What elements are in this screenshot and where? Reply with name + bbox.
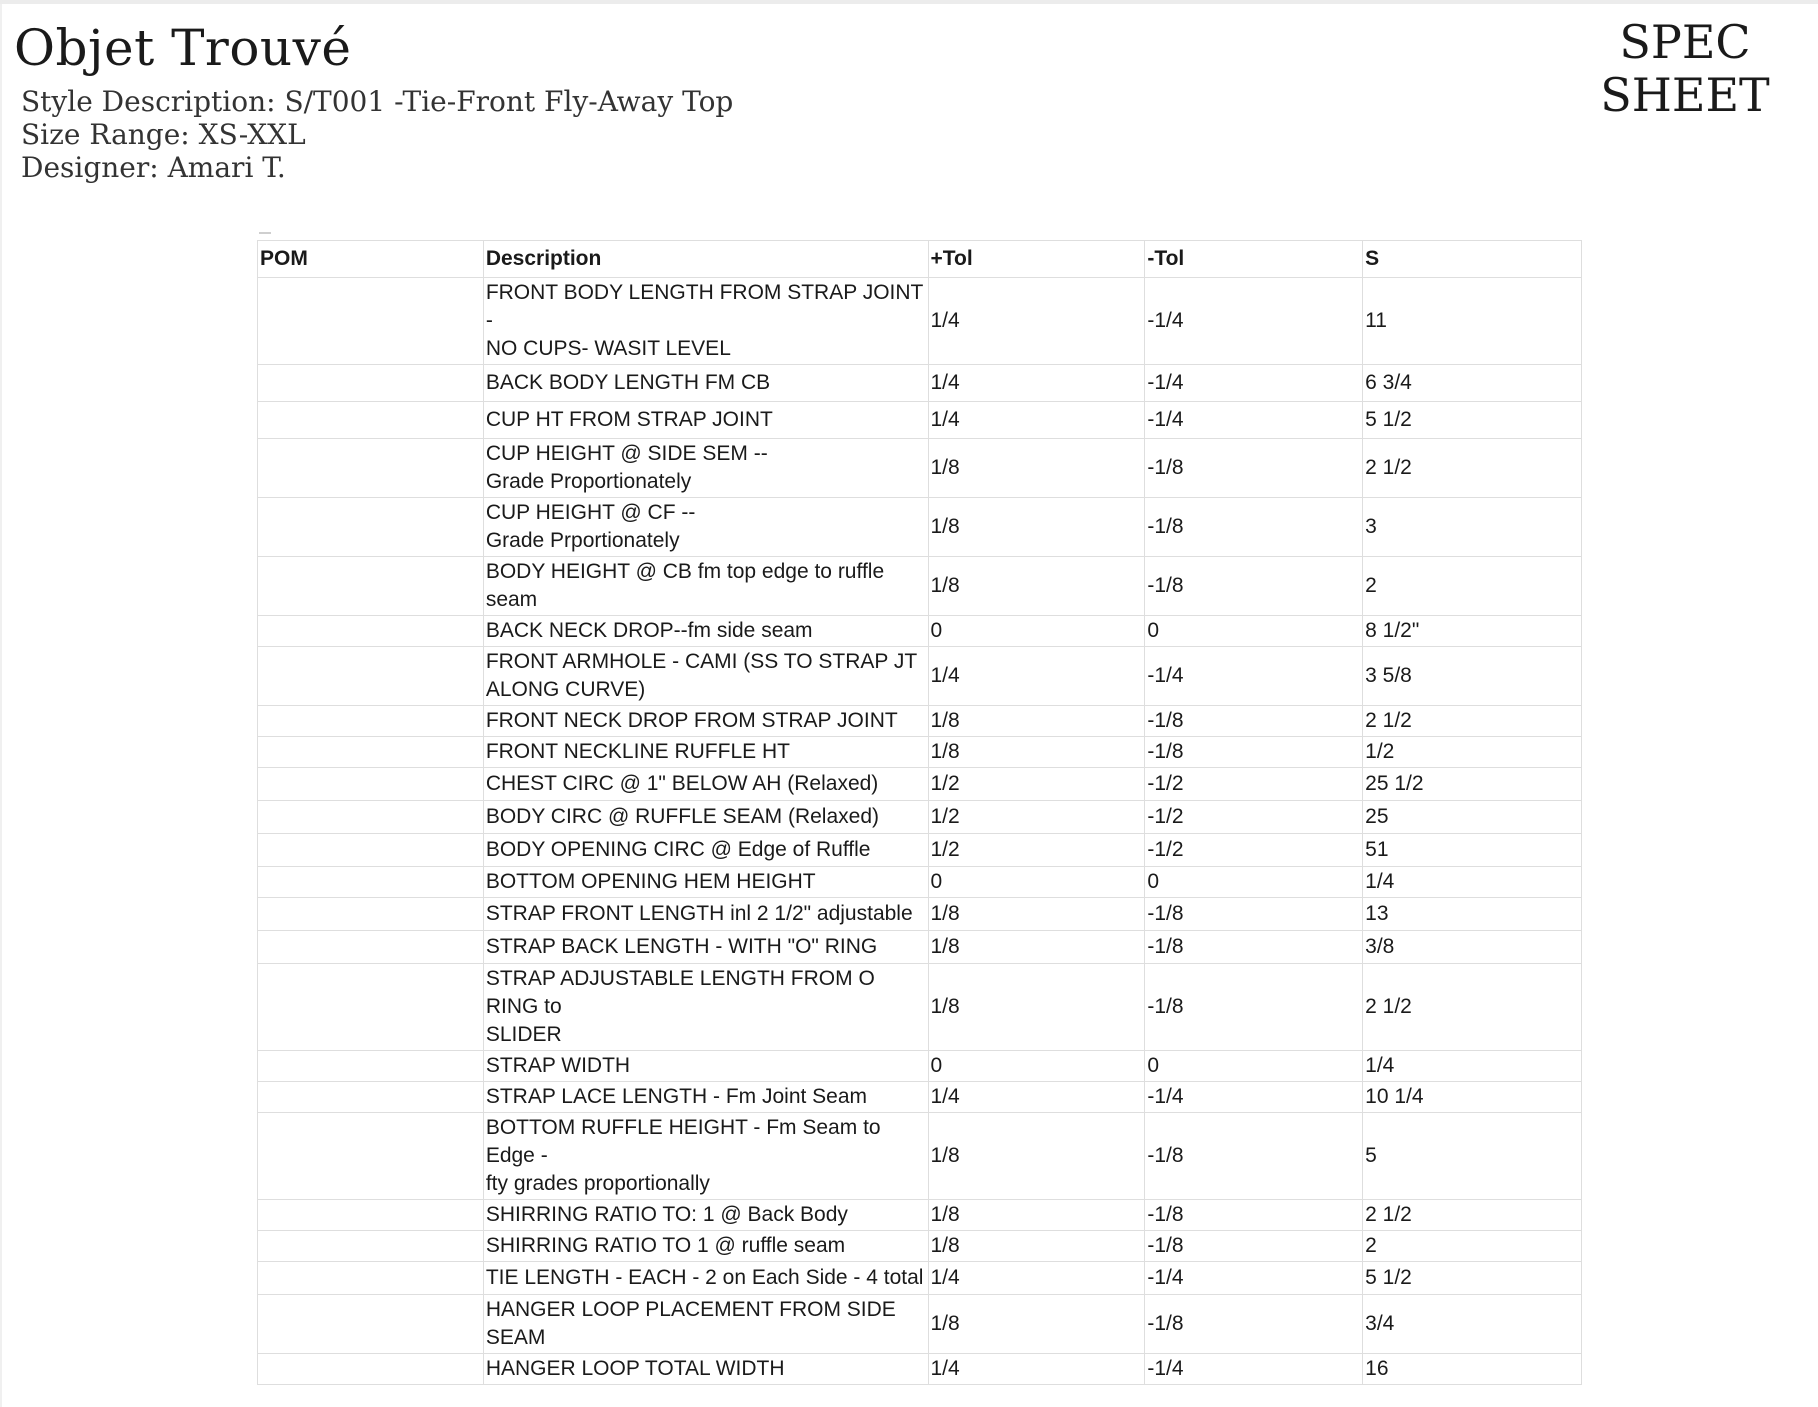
description-cell: STRAP FRONT LENGTH inl 2 1/2" adjustable xyxy=(483,898,928,931)
table-row xyxy=(258,616,1582,647)
minus-tol-cell: -1/4 xyxy=(1145,1082,1363,1113)
minus-tol-cell: -1/4 xyxy=(1145,402,1363,439)
minus-tol-cell: -1/8 xyxy=(1145,1295,1363,1354)
table-row xyxy=(258,1200,1582,1231)
minus-tol-cell: -1/4 xyxy=(1145,365,1363,402)
table-row xyxy=(258,402,1582,439)
table-row xyxy=(258,706,1582,737)
plus-tol-cell: 1/8 xyxy=(928,439,1145,498)
minus-tol-cell: -1/2 xyxy=(1145,801,1363,834)
brand-title: Objet Trouvé xyxy=(14,19,352,77)
plus-tol-cell: 1/4 xyxy=(928,365,1145,402)
pom-cell xyxy=(258,498,484,557)
size-s-cell: 1/4 xyxy=(1363,867,1582,898)
column-header-pom: POM xyxy=(258,241,484,278)
table-row xyxy=(258,834,1582,867)
plus-tol-cell: 1/4 xyxy=(928,647,1145,706)
size-s-cell: 3 xyxy=(1363,498,1582,557)
minus-tol-cell: -1/4 xyxy=(1145,1354,1363,1385)
table-row xyxy=(258,439,1582,498)
plus-tol-cell: 1/4 xyxy=(928,278,1145,365)
plus-tol-cell: 1/4 xyxy=(928,1354,1145,1385)
description-cell: SHIRRING RATIO TO 1 @ ruffle seam xyxy=(483,1231,928,1262)
table-row xyxy=(258,1354,1582,1385)
size-s-cell: 2 1/2 xyxy=(1363,439,1582,498)
description-cell: FRONT ARMHOLE - CAMI (SS TO STRAP JT ALONG CURVE) xyxy=(483,647,928,706)
minus-tol-cell: -1/2 xyxy=(1145,834,1363,867)
size-range: Size Range: XS-XXL xyxy=(21,118,306,151)
plus-tol-cell: 0 xyxy=(928,616,1145,647)
spec-sheet-title xyxy=(1560,16,1810,122)
description-cell: FRONT NECKLINE RUFFLE HT xyxy=(483,737,928,768)
pom-cell xyxy=(258,1051,484,1082)
minus-tol-cell: -1/8 xyxy=(1145,706,1363,737)
size-s-cell: 6 3/4 xyxy=(1363,365,1582,402)
column-header-minus-tol: -Tol xyxy=(1145,241,1363,278)
pom-cell xyxy=(258,964,484,1051)
plus-tol-cell: 1/2 xyxy=(928,768,1145,801)
description-cell: STRAP WIDTH xyxy=(483,1051,928,1082)
pom-cell xyxy=(258,557,484,616)
description-cell: BODY OPENING CIRC @ Edge of Ruffle xyxy=(483,834,928,867)
plus-tol-cell: 1/2 xyxy=(928,834,1145,867)
plus-tol-cell: 0 xyxy=(928,867,1145,898)
size-s-cell: 3/8 xyxy=(1363,931,1582,964)
style-description: Style Description: S/T001 -Tie-Front Fly-Away Top xyxy=(21,85,734,118)
description-cell: CUP HT FROM STRAP JOINT xyxy=(483,402,928,439)
minus-tol-cell: -1/8 xyxy=(1145,1200,1363,1231)
plus-tol-cell: 1/8 xyxy=(928,557,1145,616)
size-s-cell: 25 1/2 xyxy=(1363,768,1582,801)
size-s-cell: 2 xyxy=(1363,1231,1582,1262)
description-cell: BOTTOM OPENING HEM HEIGHT xyxy=(483,867,928,898)
pom-cell xyxy=(258,931,484,964)
pom-cell xyxy=(258,439,484,498)
pom-cell xyxy=(258,1231,484,1262)
minus-tol-cell: 0 xyxy=(1145,616,1363,647)
table-row xyxy=(258,964,1582,1051)
table-row xyxy=(258,801,1582,834)
minus-tol-cell: 0 xyxy=(1145,1051,1363,1082)
description-cell: TIE LENGTH - EACH - 2 on Each Side - 4 total xyxy=(483,1262,928,1295)
size-s-cell: 2 xyxy=(1363,557,1582,616)
minus-tol-cell: -1/2 xyxy=(1145,768,1363,801)
description-cell: CUP HEIGHT @ CF -- Grade Prportionately xyxy=(483,498,928,557)
table-row xyxy=(258,931,1582,964)
plus-tol-cell: 1/4 xyxy=(928,402,1145,439)
table-row xyxy=(258,1295,1582,1354)
pom-cell xyxy=(258,616,484,647)
size-s-cell: 3/4 xyxy=(1363,1295,1582,1354)
pom-cell xyxy=(258,706,484,737)
minus-tol-cell: -1/8 xyxy=(1145,1113,1363,1200)
size-s-cell: 11 xyxy=(1363,278,1582,365)
minus-tol-cell: -1/8 xyxy=(1145,931,1363,964)
minus-tol-cell: -1/8 xyxy=(1145,557,1363,616)
plus-tol-cell: 1/8 xyxy=(928,931,1145,964)
table-row xyxy=(258,867,1582,898)
table-row xyxy=(258,278,1582,365)
pom-cell xyxy=(258,834,484,867)
pom-cell xyxy=(258,402,484,439)
pom-cell xyxy=(258,647,484,706)
table-row xyxy=(258,768,1582,801)
description-cell: STRAP BACK LENGTH - WITH "O" RING xyxy=(483,931,928,964)
plus-tol-cell: 1/8 xyxy=(928,498,1145,557)
table-header-row xyxy=(258,241,1582,278)
minus-tol-cell: -1/8 xyxy=(1145,1231,1363,1262)
minus-tol-cell: -1/8 xyxy=(1145,737,1363,768)
plus-tol-cell: 1/8 xyxy=(928,1200,1145,1231)
minus-tol-cell: -1/4 xyxy=(1145,647,1363,706)
table-row xyxy=(258,898,1582,931)
table-body xyxy=(258,278,1582,1385)
table-row xyxy=(258,1082,1582,1113)
pom-cell xyxy=(258,1082,484,1113)
minus-tol-cell: -1/4 xyxy=(1145,1262,1363,1295)
size-s-cell: 3 5/8 xyxy=(1363,647,1582,706)
plus-tol-cell: 1/4 xyxy=(928,1082,1145,1113)
size-s-cell: 2 1/2 xyxy=(1363,964,1582,1051)
table-row xyxy=(258,557,1582,616)
description-cell: FRONT BODY LENGTH FROM STRAP JOINT - NO CUPS- WASIT LEVEL xyxy=(483,278,928,365)
plus-tol-cell: 1/8 xyxy=(928,898,1145,931)
description-cell: BOTTOM RUFFLE HEIGHT - Fm Seam to Edge - fty grades proportionally xyxy=(483,1113,928,1200)
column-header-description: Description xyxy=(483,241,928,278)
minus-tol-cell: -1/4 xyxy=(1145,278,1363,365)
table-row xyxy=(258,1051,1582,1082)
plus-tol-cell: 1/8 xyxy=(928,1231,1145,1262)
size-s-cell: 1/2 xyxy=(1363,737,1582,768)
pom-cell xyxy=(258,768,484,801)
description-cell: HANGER LOOP PLACEMENT FROM SIDE SEAM xyxy=(483,1295,928,1354)
minus-tol-cell: -1/8 xyxy=(1145,964,1363,1051)
pom-cell xyxy=(258,898,484,931)
plus-tol-cell: 1/4 xyxy=(928,1262,1145,1295)
spec-title-line1: SPEC xyxy=(1619,15,1751,69)
minus-tol-cell: -1/8 xyxy=(1145,898,1363,931)
pom-cell xyxy=(258,1113,484,1200)
designer: Designer: Amari T. xyxy=(21,151,286,184)
table-row xyxy=(258,365,1582,402)
table-row xyxy=(258,1262,1582,1295)
column-header-plus-tol: +Tol xyxy=(928,241,1145,278)
plus-tol-cell: 1/8 xyxy=(928,1295,1145,1354)
top-divider xyxy=(0,0,1818,4)
plus-tol-cell: 1/8 xyxy=(928,706,1145,737)
size-s-cell: 2 1/2 xyxy=(1363,1200,1582,1231)
size-s-cell: 16 xyxy=(1363,1354,1582,1385)
pom-cell xyxy=(258,365,484,402)
description-cell: CHEST CIRC @ 1" BELOW AH (Relaxed) xyxy=(483,768,928,801)
pom-cell xyxy=(258,867,484,898)
spec-title-line2: SHEET xyxy=(1600,68,1770,122)
plus-tol-cell: 1/2 xyxy=(928,801,1145,834)
pom-cell xyxy=(258,278,484,365)
description-cell: STRAP LACE LENGTH - Fm Joint Seam xyxy=(483,1082,928,1113)
table-row xyxy=(258,1231,1582,1262)
pom-cell xyxy=(258,801,484,834)
minus-tol-cell: -1/8 xyxy=(1145,439,1363,498)
left-divider xyxy=(0,4,2,1407)
pom-cell xyxy=(258,737,484,768)
description-cell: BODY HEIGHT @ CB fm top edge to ruffle seam xyxy=(483,557,928,616)
plus-tol-cell: 1/8 xyxy=(928,1113,1145,1200)
description-cell: FRONT NECK DROP FROM STRAP JOINT xyxy=(483,706,928,737)
size-s-cell: 8 1/2" xyxy=(1363,616,1582,647)
description-cell: STRAP ADJUSTABLE LENGTH FROM O RING to SLIDER xyxy=(483,964,928,1051)
table-row xyxy=(258,647,1582,706)
minus-tol-cell: -1/8 xyxy=(1145,498,1363,557)
plus-tol-cell: 1/8 xyxy=(928,964,1145,1051)
plus-tol-cell: 0 xyxy=(928,1051,1145,1082)
description-cell: HANGER LOOP TOTAL WIDTH xyxy=(483,1354,928,1385)
size-s-cell: 5 xyxy=(1363,1113,1582,1200)
spec-table xyxy=(257,240,1582,1385)
style-meta xyxy=(21,85,733,184)
description-cell: CUP HEIGHT @ SIDE SEM -- Grade Proportionately xyxy=(483,439,928,498)
size-s-cell: 5 1/2 xyxy=(1363,1262,1582,1295)
size-s-cell: 51 xyxy=(1363,834,1582,867)
table-row xyxy=(258,1113,1582,1200)
size-s-cell: 5 1/2 xyxy=(1363,402,1582,439)
description-cell: SHIRRING RATIO TO: 1 @ Back Body xyxy=(483,1200,928,1231)
size-s-cell: 2 1/2 xyxy=(1363,706,1582,737)
pom-cell xyxy=(258,1295,484,1354)
column-header-size-s: S xyxy=(1363,241,1582,278)
description-cell: BODY CIRC @ RUFFLE SEAM (Relaxed) xyxy=(483,801,928,834)
size-s-cell: 10 1/4 xyxy=(1363,1082,1582,1113)
description-cell: BACK BODY LENGTH FM CB xyxy=(483,365,928,402)
cell-marker xyxy=(259,232,271,234)
size-s-cell: 1/4 xyxy=(1363,1051,1582,1082)
table-row xyxy=(258,737,1582,768)
table-row xyxy=(258,498,1582,557)
pom-cell xyxy=(258,1200,484,1231)
pom-cell xyxy=(258,1262,484,1295)
pom-cell xyxy=(258,1354,484,1385)
plus-tol-cell: 1/8 xyxy=(928,737,1145,768)
description-cell: BACK NECK DROP--fm side seam xyxy=(483,616,928,647)
size-s-cell: 25 xyxy=(1363,801,1582,834)
minus-tol-cell: 0 xyxy=(1145,867,1363,898)
size-s-cell: 13 xyxy=(1363,898,1582,931)
